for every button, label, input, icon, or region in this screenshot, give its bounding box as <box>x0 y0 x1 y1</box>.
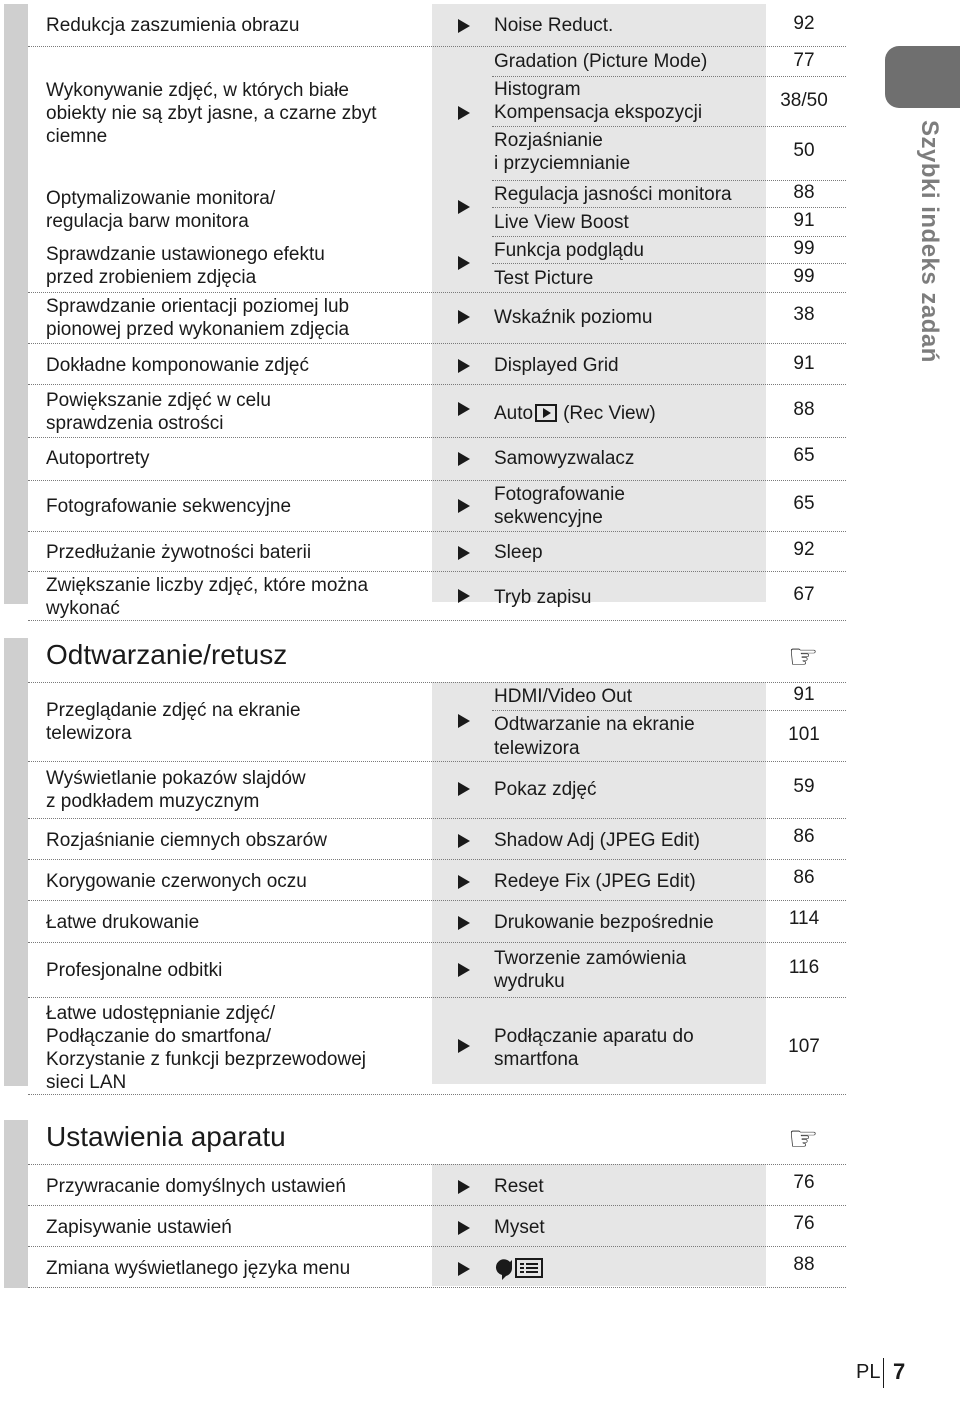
footer-page-number: 7 <box>893 1359 906 1384</box>
target-text: Regulacja jasności monitora <box>494 184 732 205</box>
row-divider <box>492 263 846 264</box>
task-text: Redukcja zaszumienia obrazu <box>46 15 300 36</box>
target-text <box>494 402 656 425</box>
task-text: Sprawdzanie orientacji poziomej lub <box>46 296 350 317</box>
task-row <box>28 901 846 943</box>
arrow-icon <box>458 782 470 796</box>
task-row <box>28 47 846 180</box>
task-text: Profesjonalne odbitki <box>46 960 223 981</box>
page-number: 65 <box>793 445 815 466</box>
page-number: 99 <box>793 266 815 287</box>
target-text: wydruku <box>494 971 565 992</box>
target-text: Tryb zapisu <box>494 587 592 608</box>
arrow-icon <box>458 589 470 603</box>
task-row <box>28 1165 846 1206</box>
arrow-icon <box>458 19 470 33</box>
task-text: Zmiana wyświetlanego języka menu <box>46 1258 351 1279</box>
page-number: 116 <box>788 957 820 978</box>
target-text: Redeye Fix (JPEG Edit) <box>494 871 696 892</box>
task-row <box>28 762 846 819</box>
arrow-icon <box>458 200 470 214</box>
page-number: 91 <box>793 684 815 705</box>
language-menu-icon <box>494 1256 546 1285</box>
task-text: sieci LAN <box>46 1072 127 1093</box>
page-number: 65 <box>793 493 815 514</box>
task-row <box>28 572 846 621</box>
task-row <box>28 860 846 901</box>
target-text: HDMI/Video Out <box>494 686 632 707</box>
task-text: Korygowanie czerwonych oczu <box>46 871 307 892</box>
task-text: Przedłużanie żywotności baterii <box>46 542 312 563</box>
task-row <box>28 180 846 236</box>
row-divider <box>492 76 846 77</box>
task-row <box>28 438 846 481</box>
page-number: 77 <box>793 50 815 71</box>
arrow-icon <box>458 452 470 466</box>
target-text: Noise Reduct. <box>494 15 614 36</box>
page-number: 92 <box>793 539 815 560</box>
page-number: 88 <box>793 1254 815 1275</box>
task-text: pionowej przed wykonaniem zdjęcia <box>46 319 350 340</box>
page-number: 86 <box>793 826 815 847</box>
task-text: sprawdzenia ostrości <box>46 413 224 434</box>
section-header <box>28 1120 846 1165</box>
target-text: Gradation (Picture Mode) <box>494 51 708 72</box>
task-row <box>28 4 846 47</box>
arrow-icon <box>458 963 470 977</box>
page-number: 114 <box>788 908 820 929</box>
arrow-icon <box>458 1221 470 1235</box>
task-text: Optymalizowanie monitora/ <box>46 188 276 209</box>
target-text: Pokaz zdjęć <box>494 779 597 800</box>
section-shooting-tasks <box>4 4 846 619</box>
section-sidebar <box>4 1120 28 1288</box>
arrow-icon <box>458 499 470 513</box>
task-text: Fotografowanie sekwencyjne <box>46 496 292 517</box>
task-text: Zwiększanie liczby zdjęć, które można <box>46 575 369 596</box>
page-number: 107 <box>788 1036 820 1057</box>
target-text: Fotografowanie <box>494 484 625 505</box>
target-text: Sleep <box>494 542 543 563</box>
target-text: Test Picture <box>494 268 594 289</box>
task-row <box>28 998 846 1095</box>
page-number: 86 <box>793 867 815 888</box>
page-number: 76 <box>793 1172 815 1193</box>
arrow-icon <box>458 1262 470 1276</box>
task-row <box>28 385 846 438</box>
row-divider <box>492 126 846 127</box>
target-text: Reset <box>494 1176 544 1197</box>
task-row <box>28 292 846 344</box>
arrow-icon <box>458 875 470 889</box>
arrow-icon <box>458 916 470 930</box>
pointing-hand-icon: ☞ <box>788 1120 819 1158</box>
task-row <box>28 819 846 860</box>
section-playback-retouch <box>4 638 846 1093</box>
page-number: 101 <box>788 724 820 745</box>
target-text: i przyciemnianie <box>494 153 631 174</box>
target-text-before: Auto <box>494 403 534 424</box>
task-text: Zapisywanie ustawień <box>46 1217 232 1238</box>
row-divider <box>492 207 846 208</box>
footer-divider <box>883 1358 884 1388</box>
arrow-icon <box>458 256 470 270</box>
footer-language: PL <box>856 1361 881 1383</box>
section-title: Odtwarzanie/retusz <box>46 639 288 670</box>
task-text: Dokładne komponowanie zdjęć <box>46 355 309 376</box>
arrow-icon <box>458 1180 470 1194</box>
task-text: Korzystanie z funkcji bezprzewodowej <box>46 1049 366 1070</box>
target-text: Shadow Adj (JPEG Edit) <box>494 830 700 851</box>
playback-icon <box>535 404 557 422</box>
target-text: Podłączanie aparatu do <box>494 1026 694 1047</box>
task-text: obiekty nie są zbyt jasne, a czarne zbyt <box>46 103 377 124</box>
section-camera-settings <box>4 1120 846 1288</box>
section-header <box>28 638 846 683</box>
target-text: Rozjaśnianie <box>494 130 603 151</box>
row-divider <box>492 710 846 711</box>
task-text: ciemne <box>46 126 108 147</box>
page-number: 38 <box>793 304 815 325</box>
target-text: Drukowanie bezpośrednie <box>494 912 714 933</box>
target-text: Displayed Grid <box>494 355 619 376</box>
task-row <box>28 1206 846 1247</box>
task-row <box>28 236 846 292</box>
target-text: Samowyzwalacz <box>494 448 635 469</box>
task-text: wykonać <box>46 598 120 619</box>
target-text: Kompensacja ekspozycji <box>494 102 703 123</box>
task-text: regulacja barw monitora <box>46 211 249 232</box>
page-number: 67 <box>793 584 815 605</box>
task-row <box>28 943 846 998</box>
target-text: Wskaźnik poziomu <box>494 307 653 328</box>
task-row <box>28 1247 846 1288</box>
target-text-after: (Rec View) <box>563 403 656 424</box>
task-text: Wykonywanie zdjęć, w których białe <box>46 80 349 101</box>
page-number: 88 <box>793 399 815 420</box>
arrow-icon <box>458 834 470 848</box>
task-row <box>28 481 846 532</box>
task-text: telewizora <box>46 723 132 744</box>
target-text: Tworzenie zamówienia <box>494 948 687 969</box>
task-row <box>28 532 846 572</box>
task-text: Rozjaśnianie ciemnych obszarów <box>46 830 327 851</box>
arrow-icon <box>458 1039 470 1053</box>
arrow-icon <box>458 359 470 373</box>
target-text: Histogram <box>494 79 581 100</box>
section-title: Ustawienia aparatu <box>46 1121 286 1152</box>
task-text: Wyświetlanie pokazów slajdów <box>46 768 306 789</box>
task-text: Przeglądanie zdjęć na ekranie <box>46 700 301 721</box>
task-text: Autoportrety <box>46 448 150 469</box>
task-text: przed zrobieniem zdjęcia <box>46 267 257 288</box>
target-text: Funkcja podglądu <box>494 240 644 261</box>
target-text: sekwencyjne <box>494 507 603 528</box>
page-number: 91 <box>793 210 815 231</box>
task-text: Łatwe udostępnianie zdjęć/ <box>46 1003 276 1024</box>
task-text: Przywracanie domyślnych ustawień <box>46 1176 346 1197</box>
page-number: 76 <box>793 1213 815 1234</box>
task-text: z podkładem muzycznym <box>46 791 260 812</box>
page-number: 50 <box>793 140 815 161</box>
target-text: Live View Boost <box>494 212 629 233</box>
pointing-hand-icon: ☞ <box>788 638 819 676</box>
arrow-icon <box>458 106 470 120</box>
page-number: 59 <box>793 776 815 797</box>
arrow-icon <box>458 546 470 560</box>
task-text: Łatwe drukowanie <box>46 912 200 933</box>
page-number: 38/50 <box>780 90 828 111</box>
side-tab-label <box>915 120 943 363</box>
task-row <box>28 344 846 385</box>
arrow-icon <box>458 714 470 728</box>
page-number: 99 <box>793 238 815 259</box>
task-text: Powiększanie zdjęć w celu <box>46 390 271 411</box>
page-number: 92 <box>793 13 815 34</box>
target-text: Myset <box>494 1217 545 1238</box>
side-tab-marker <box>885 46 960 108</box>
task-text: Podłączanie do smartfona/ <box>46 1026 271 1047</box>
target-text: telewizora <box>494 738 580 759</box>
page-number: 88 <box>793 182 815 203</box>
task-text: Sprawdzanie ustawionego efektu <box>46 244 325 265</box>
page-number: 91 <box>793 353 815 374</box>
section-sidebar <box>4 4 28 604</box>
arrow-icon <box>458 402 470 416</box>
arrow-icon <box>458 310 470 324</box>
side-tab-text: Szybki indeks zadań <box>916 120 943 363</box>
target-text: smartfona <box>494 1049 579 1070</box>
task-row <box>28 683 846 762</box>
section-sidebar <box>4 638 28 1086</box>
target-text: Odtwarzanie na ekranie <box>494 714 695 735</box>
